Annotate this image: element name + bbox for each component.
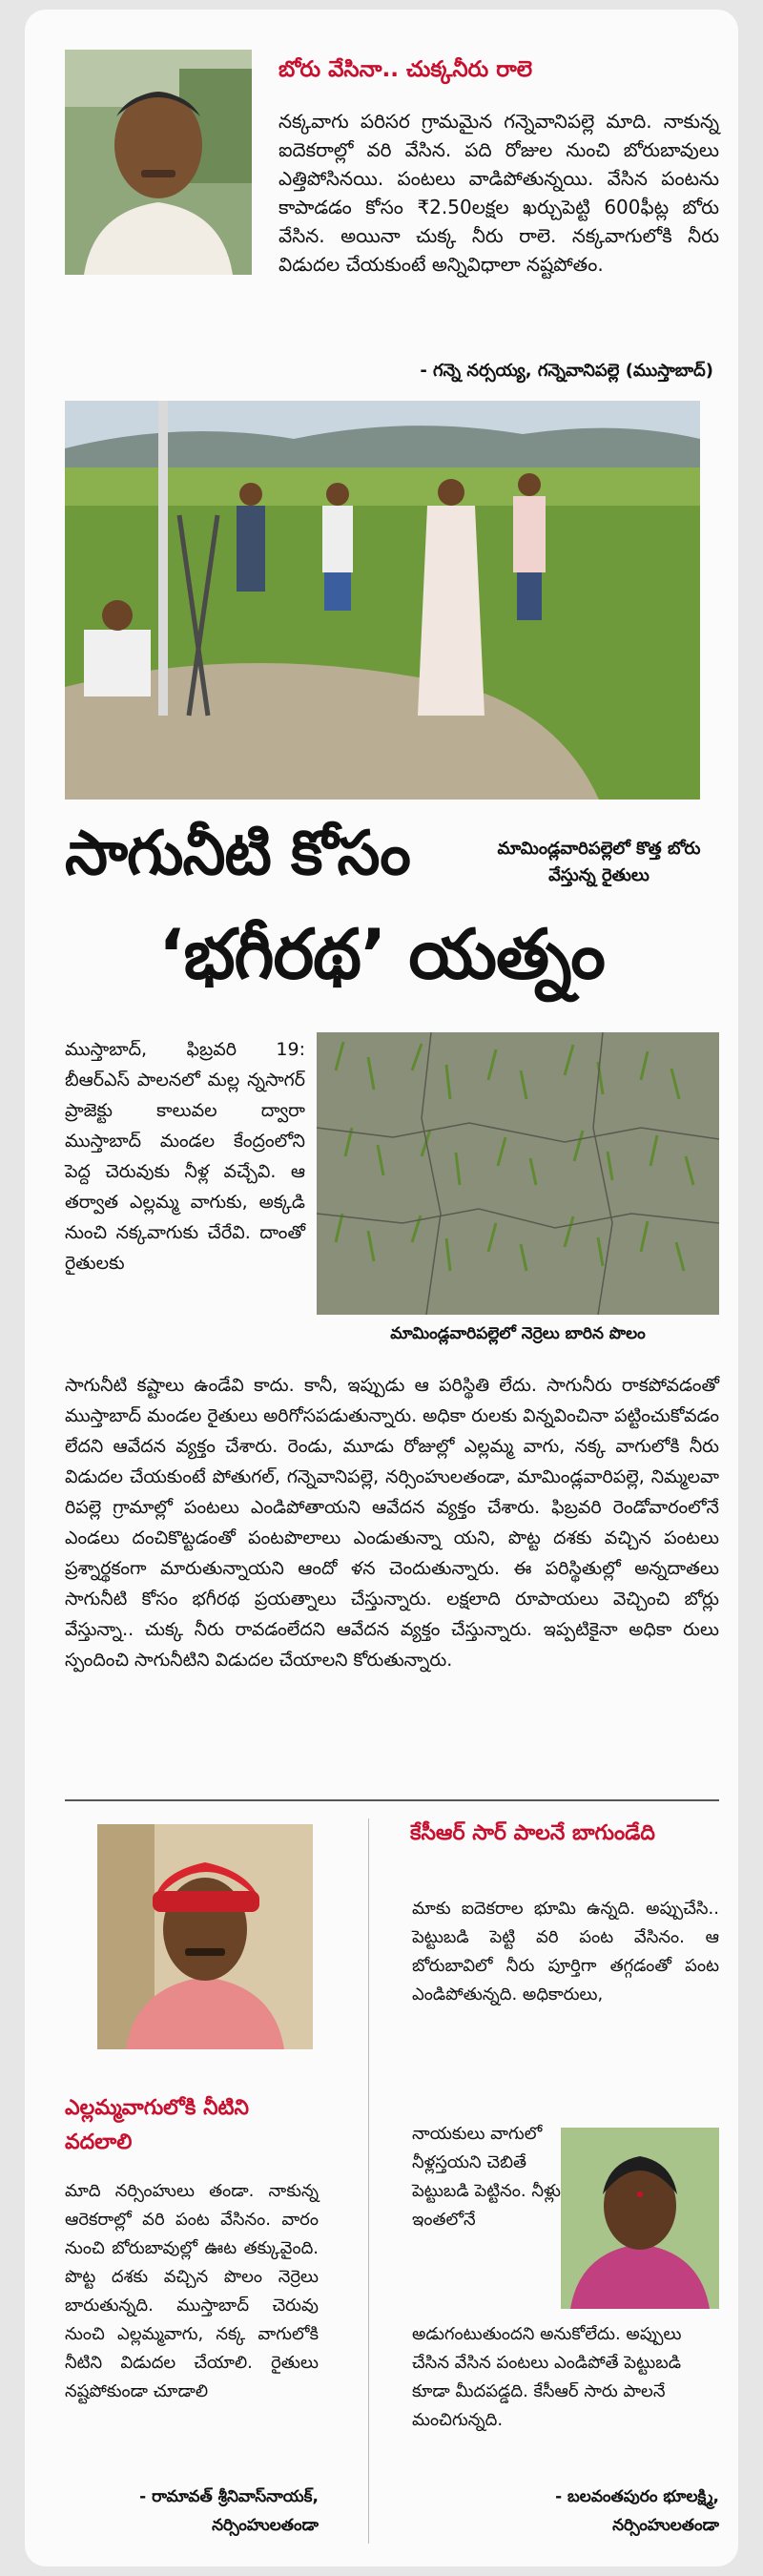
newspaper-clipping xyxy=(25,10,738,2566)
bottom-left-signature-place: నర్సింహులతండా xyxy=(212,2516,319,2535)
bottom-right-signature-name: - బలవంతపురం భూలక్ష్మి, xyxy=(555,2487,719,2506)
bottom-left-title: ఎల్లమ్మవాగులోకి నీటిని వదలాలి xyxy=(65,2096,249,2154)
farmers-drilling-borewell-photo xyxy=(65,401,700,800)
bottom-right-text-bottom: అడుగంటుతుందని అనుకోలేదు. అప్పులు చేసిన వేసిన పంటలు ఎండిపోతే పెట్టుబడి కూడా మీదపడ్డది. కేసీఆర్ సారు పాలనే మంచిగున్నది. xyxy=(412,2324,682,2430)
bottom-left-text: మాది నర్సింహులు తండా. నాకున్న ఆరెకరాల్లో వరి పంట వేసినం. వారం నుంచి బోరుబావుల్లో ఊట తక్కువైంది. పొట్ట దశకు వచ్చిన పొలం నెర్రెలు బారుతున్నది. ముస్తాబాద్ చెరువు నుంచి ఎల్లమ్మవాగు, నక్క వాగులోకి నీటిని విడుదల చేయాలి. రైతులు నష్టపోకుండా చూడాలి xyxy=(65,2181,319,2401)
section-divider xyxy=(65,1799,719,1801)
bottom-left-signature-name: - రామావత్ శ్రీనివాస్‌నాయక్, xyxy=(139,2487,319,2506)
woman-farmer-portrait-photo xyxy=(561,2128,719,2309)
story-text-body: సాగునీటి కష్టాలు ఉండేవి కాదు. కానీ, ఇప్పుడు ఆ పరిస్థితి లేదు. సాగునీరు రాకపోవడంతో ముస్తాబాద్ మండల రైతులు అరిగోసపడుతున్నారు. అధికా రులకు విన్నవించినా పట్టించుకోవడం లేదని ఆవేదన వ్యక్తం చేశారు. రెండు, మూడు రోజుల్లో ఎల్లమ్మ వాగు, నక్క వాగులోకి నీరు విడుదల చేయకుంటే పోతుగల్, గన్నెవానిపల్లె, నర్సింహులతండా, మామిండ్లవారిపల్లె, నిమ్మలవా రిపల్లె గ్రామాల్లో పంటలు ఎండిపోతాయని ఆవేదన వ్యక్తం చేశారు. ఫిబ్రవరి రెండోవారంలోనే ఎండలు దంచికొట్టడంతో పంటపొలాలు ఎండుతున్నా యని, పొట్ట దశకు వచ్చిన పంటలు ప్రశ్నార్థకంగా మారుతున్నాయని ఆందో ళన చెందుతున్నారు. ఈ పరిస్థితుల్లో అన్నదాతలు సాగునీటి కోసం భగీరథ ప్రయత్నాలు చేస్తున్నారు. లక్షలాది రూపాయలు వెచ్చించి బోర్లు వేస్తున్నా.. చుక్క నీరు రావడంలేదని ఆవేదన వ్యక్తం చేస్తున్నారు. ఇప్పటికైనా అధికా రులు స్పందించి సాగునీటిని విడుదల చేయాలని కోరుతున్నారు. xyxy=(65,1375,720,1671)
bottom-right-signature-place: నర్సింహులతండా xyxy=(612,2516,719,2535)
photo-caption: మామిండ్లవారిపల్లెలో నెర్రెలు బారిన పొలం xyxy=(390,1324,646,1343)
box1-signature: - గన్నె నర్సయ్య, గన్నెవానిపల్లె (ముస్తాబాద్) xyxy=(420,361,713,381)
bottom-right-signature xyxy=(412,2483,719,2540)
bottom-right-title: కేసీఆర్ సార్ పాలనే బాగుండేది xyxy=(410,1821,655,1845)
bottom-right-text-top: మాకు ఐదెకరాల భూమి ఉన్నది. అప్పుచేసి.. పెట్టుబడి పెట్టి వరి పంట వేసినం. ఆ బోరుబావిలో నీరు పూర్తిగా తగ్గడంతో పంట ఎండిపోతున్నది. అధికారులు, xyxy=(412,1899,719,2005)
farmer-portrait-photo xyxy=(65,50,252,275)
story-text-column: ముస్తాబాద్, ఫిబ్రవరి 19: బీఆర్ఎస్ పాలనలో మల్ల న్నసాగర్ ప్రాజెక్టు కాలువల ద్వారా ముస్తాబాద్ మండల కేంద్రంలోని పెద్ద చెరువుకు నీళ్ల వచ్చేవి. ఆ తర్వాత ఎల్లమ్మ వాగుకు, అక్కడి నుంచి నక్కవాగుకు చేరేవి. దాంతో రైతులకు xyxy=(65,1039,305,1274)
headline-line1: సాగునీటి కోసం xyxy=(65,819,410,889)
bottom-right-text-middle: నాయకులు వాగులో నీళ్లస్తయని చెబితే పెట్టుబడి పెట్టినం. నీళ్లు ఇంతలోనే xyxy=(412,2124,561,2230)
headline-kicker: మామిండ్లవారిపల్లెలో కొత్త బోరు వేస్తున్న రైతులు xyxy=(497,839,701,885)
farmer-portrait-photo-2 xyxy=(97,1824,313,2049)
box1-text: నక్కవాగు పరిసర గ్రామమైన గన్నెవానిపల్లె మాది. నాకున్న ఐదెకరాల్లో వరి వేసిన. పది రోజుల నుంచి బోరుబావులు ఎత్తిపోసినయి. పంటలు వాడిపోతున్నయి. వేసిన పంటను కాపాడడం కోసం ₹2.50లక్షల ఖర్చుపెట్టి 600ఫీట్ల బోరు వేసిన. అయినా చుక్క నీరు రాలె. నక్కవాగులోకి నీరు విడుదల చేయకుంటే అన్నివిధాలా నష్టపోతం. xyxy=(278,110,719,276)
box1-title: బోరు వేసినా.. చుక్కనీరు రాలె xyxy=(278,57,533,82)
column-divider xyxy=(368,1818,369,2544)
headline-line2: ‘భగీరథ’ యత్నం xyxy=(158,914,605,994)
bottom-left-signature xyxy=(65,2483,319,2540)
cracked-field-photo xyxy=(317,1032,719,1315)
